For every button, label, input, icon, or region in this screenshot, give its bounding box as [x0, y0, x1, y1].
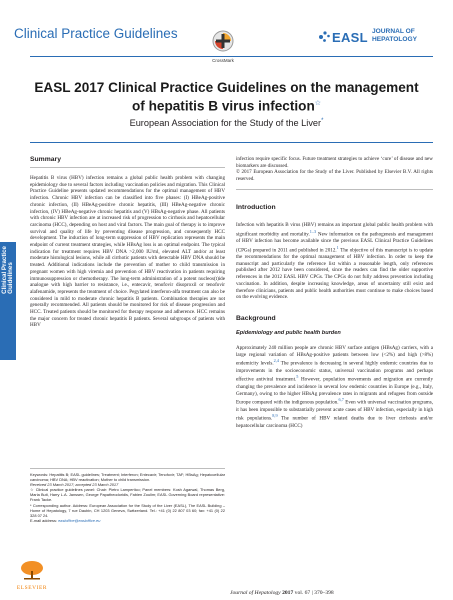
- crossmark-icon: [212, 30, 234, 52]
- publisher-logo: [12, 560, 52, 591]
- footer-pages: 370–398: [314, 590, 334, 596]
- publisher-name: ELSEVIER: [16, 585, 48, 591]
- footnotes-rule: [30, 468, 225, 469]
- bg-citation-1[interactable]: 2,4: [273, 358, 279, 364]
- summary-paragraph: Hepatitis B virus (HBV) infection remains a global public health problem with changing epidemiology due to several factors including vaccination policies and migration. This Clinical Practice Guideline presents updated recommendations for the optimal management of HBV infection. Chronic HBV infection can be classified into five phases: (I) HBeAg-positive chronic infection, (II) HBeAg-positive chronic hepatitis, (III) HBeAg-negative chronic infection, (IV) HBeAg-negative chronic hepatitis and (V) HBsAg-negative phase. All patients with chronic HBV infection are at increased risk of progression to cirrhosis and hepatocellular carcinoma (HCC), depending on host and viral factors. The main goal of therapy is to improve survival and quality of life by preventing disease progression, and consequently HCC development. The induction of long-term suppression of HBV replication represents the main endpoint of current treatment strategies, while HBsAg loss is an optimal endpoint. The typical indication for treatment requires HBV DNA >2,000 IU/ml, elevated ALT and/or at least moderate histological lesions, while all cirrhotic patients with detectable HBV DNA should be treated. Additional indications include the prevention of mother to child transmission in pregnant women with high viremia and prevention of HBV reactivation in patients requiring immunosuppression or chemotherapy. The long-term administration of a potent nucleos(t)ide analogue with high barrier to resistance, i.e., entecavir, tenofovir disoproxil or tenofovir alafenamide, represents the treatment of choice. Pegylated interferon-alfa treatment can also be considered in mild to moderate chronic hepatitis B patients. Combination therapies are not generally recommended. All patients should be monitored for risk of disease progression and HCC. Treated patients should be monitored for therapy response and adherence. HCC remains the major concern for treated chronic hepatitis B patients. Several subgroups of patients with HBV: [30, 175, 225, 329]
- summary-continuation: infection require specific focus. Future treatment strategies to achieve ‘cure’ of disease and new biomarkers are discussed.: [236, 156, 433, 169]
- copyright-line: © 2017 European Association for the Study of the Liver. Published by Elsevier B.V. All rights reserved.: [236, 169, 433, 183]
- sidebar-label: Clinical Practice Guidelines: [1, 246, 14, 294]
- page-footer: [230, 590, 334, 596]
- introduction-paragraph: [236, 222, 433, 301]
- footer-journal: Journal of Hepatology: [230, 590, 281, 596]
- background-paragraph: [236, 345, 433, 429]
- summary-rule: [30, 167, 225, 168]
- email-label: E-mail address:: [30, 517, 58, 523]
- author-name: European Association for the Study of the Liver: [129, 118, 322, 129]
- background-heading: Background: [236, 314, 276, 322]
- footer-volume: vol. 67: [294, 590, 311, 596]
- bg-text-4: Even with universal vaccination programs, it has been impossible to substantially prevent acute cases of HBV infection, especially in high risk populations.: [236, 399, 433, 422]
- logo-brand: EASL: [332, 30, 368, 45]
- crossmark-badge[interactable]: [208, 30, 238, 63]
- elsevier-tree-icon: [19, 560, 45, 580]
- journal-logo[interactable]: [318, 27, 444, 49]
- intro-citation-1[interactable]: 1–3: [309, 228, 317, 234]
- footer-separator: |: [311, 590, 313, 596]
- bg-citation-2[interactable]: 5: [296, 374, 299, 380]
- section-label: Clinical Practice Guidelines: [14, 26, 178, 41]
- logo-journal-line2: HEPATOLOGY: [372, 36, 418, 43]
- logo-journal-name: [372, 28, 417, 44]
- bg-text-3: However, population movements and migration are currently changing the prevalence and incidence in several low endemic countries in Europe (e.g., Italy, Germany), owing to the higher HBsAg prevalence rates in migrants and refugees from outside Europe compared with the indigenous population.: [236, 377, 434, 406]
- intro-text-2: New information on the pathogenesis and management of HBV infection has become available since the previous EASL Clinical Practice Guidelines (CPGs) prepared in 2011 and published in 2012.: [236, 231, 433, 254]
- article-title: [20, 80, 433, 115]
- bg-citation-4[interactable]: 8,9: [272, 413, 278, 419]
- keywords: Keywords: Hepatitis B; EASL guidelines; Treatment; Interferon; Entecavir; Tenofovir; TAF; HBsAg; HepatocelIular carcinoma; HBV DNA; HBV reactivation; Mother to child transmission.: [30, 472, 225, 483]
- panel-note: ☆ Clinical practice guidelines panel: Chair: Pietro Lampertico; Panel members: Kosh Agarwal, Thomas Berg, Maria Buti, Harry L.A. Janssen, George Papatheodoridis, Fabien Zoulim; EASL Governing Board representative: Frank Tacke.: [30, 487, 225, 503]
- intro-text-1: Infection with hepatitis B virus (HBV) remains an important global public health problem with significant morbidity and mortality.: [236, 221, 433, 238]
- title-line-2: of hepatitis B virus infection: [131, 98, 315, 114]
- crossmark-label: CrossMark: [212, 58, 234, 63]
- summary-section: [30, 156, 225, 329]
- author-line: [20, 118, 433, 128]
- intro-citation-2[interactable]: 1: [336, 244, 339, 250]
- bg-citation-3[interactable]: 6,7: [338, 397, 344, 403]
- section-sidebar-tab: [0, 242, 16, 360]
- epidemiology-subheading: Epidemiology and public health burden: [236, 329, 341, 336]
- easl-stars-icon: [318, 30, 332, 44]
- bg-text-5: The number of HBV related deaths due to liver cirrhosis and/or hepatocellular carcinoma (HCC): [236, 416, 433, 429]
- intro-text-3: The objective of this manuscript is to update the recommendations for the optimal management of HBV infection. In order to keep the manuscript and particularly the reference list within a reasonable length, only references published after 2012 have been considered, since the readers can find the older supportive references in the 2012 EASL HBV CPGs. The CPGs do not fully address prevention including vaccination. In addition, despite increasing knowledge, areas of uncertainty still exist and therefore clinicians, patients and public health authorities must continue to make choices based on the evolving evidence.: [236, 247, 433, 301]
- footnotes-block: [30, 468, 225, 523]
- header-rule: [30, 56, 433, 57]
- correspondence-note: * Corresponding author. Address: European Association for the Study of the Liver (EASL), The EASL Building – Home of Hepatology, 7 rue Daubin, CH 1203 Geneva, Switzerland. Tel.: +41 (0) 22 807 03 60; fax: +41 (0) 22 328 07 24.: [30, 502, 225, 518]
- email-link[interactable]: easloffice@easloffice.eu: [58, 517, 101, 523]
- author-footnote-mark[interactable]: *: [321, 118, 324, 124]
- introduction-heading: Introduction: [236, 203, 276, 211]
- title-footnote-mark[interactable]: ☆: [314, 100, 322, 107]
- summary-heading: Summary: [30, 156, 61, 163]
- logo-journal-line1: JOURNAL OF: [372, 28, 415, 35]
- title-line-1: EASL 2017 Clinical Practice Guidelines on the management: [34, 80, 419, 95]
- right-column: [236, 156, 433, 429]
- summary-end-rule: [236, 189, 433, 190]
- footer-year: 2017: [282, 590, 294, 596]
- title-rule: [30, 142, 433, 143]
- received-dates: Received 23 March 2017; accepted 23 March 2017: [30, 482, 119, 488]
- bg-text-1: Approximately 240 million people are chronic HBV surface antigen (HBsAg) carriers, with a large regional variation of HBsAg-positive patients between low (<2%) and high (>8%) endemicity levels.: [236, 344, 433, 368]
- bg-text-2: The prevalence is decreasing in several highly endemic countries due to improvements in the socioeconomic status, universal vaccination programs and perhaps effective antiviral treatment.: [236, 361, 433, 384]
